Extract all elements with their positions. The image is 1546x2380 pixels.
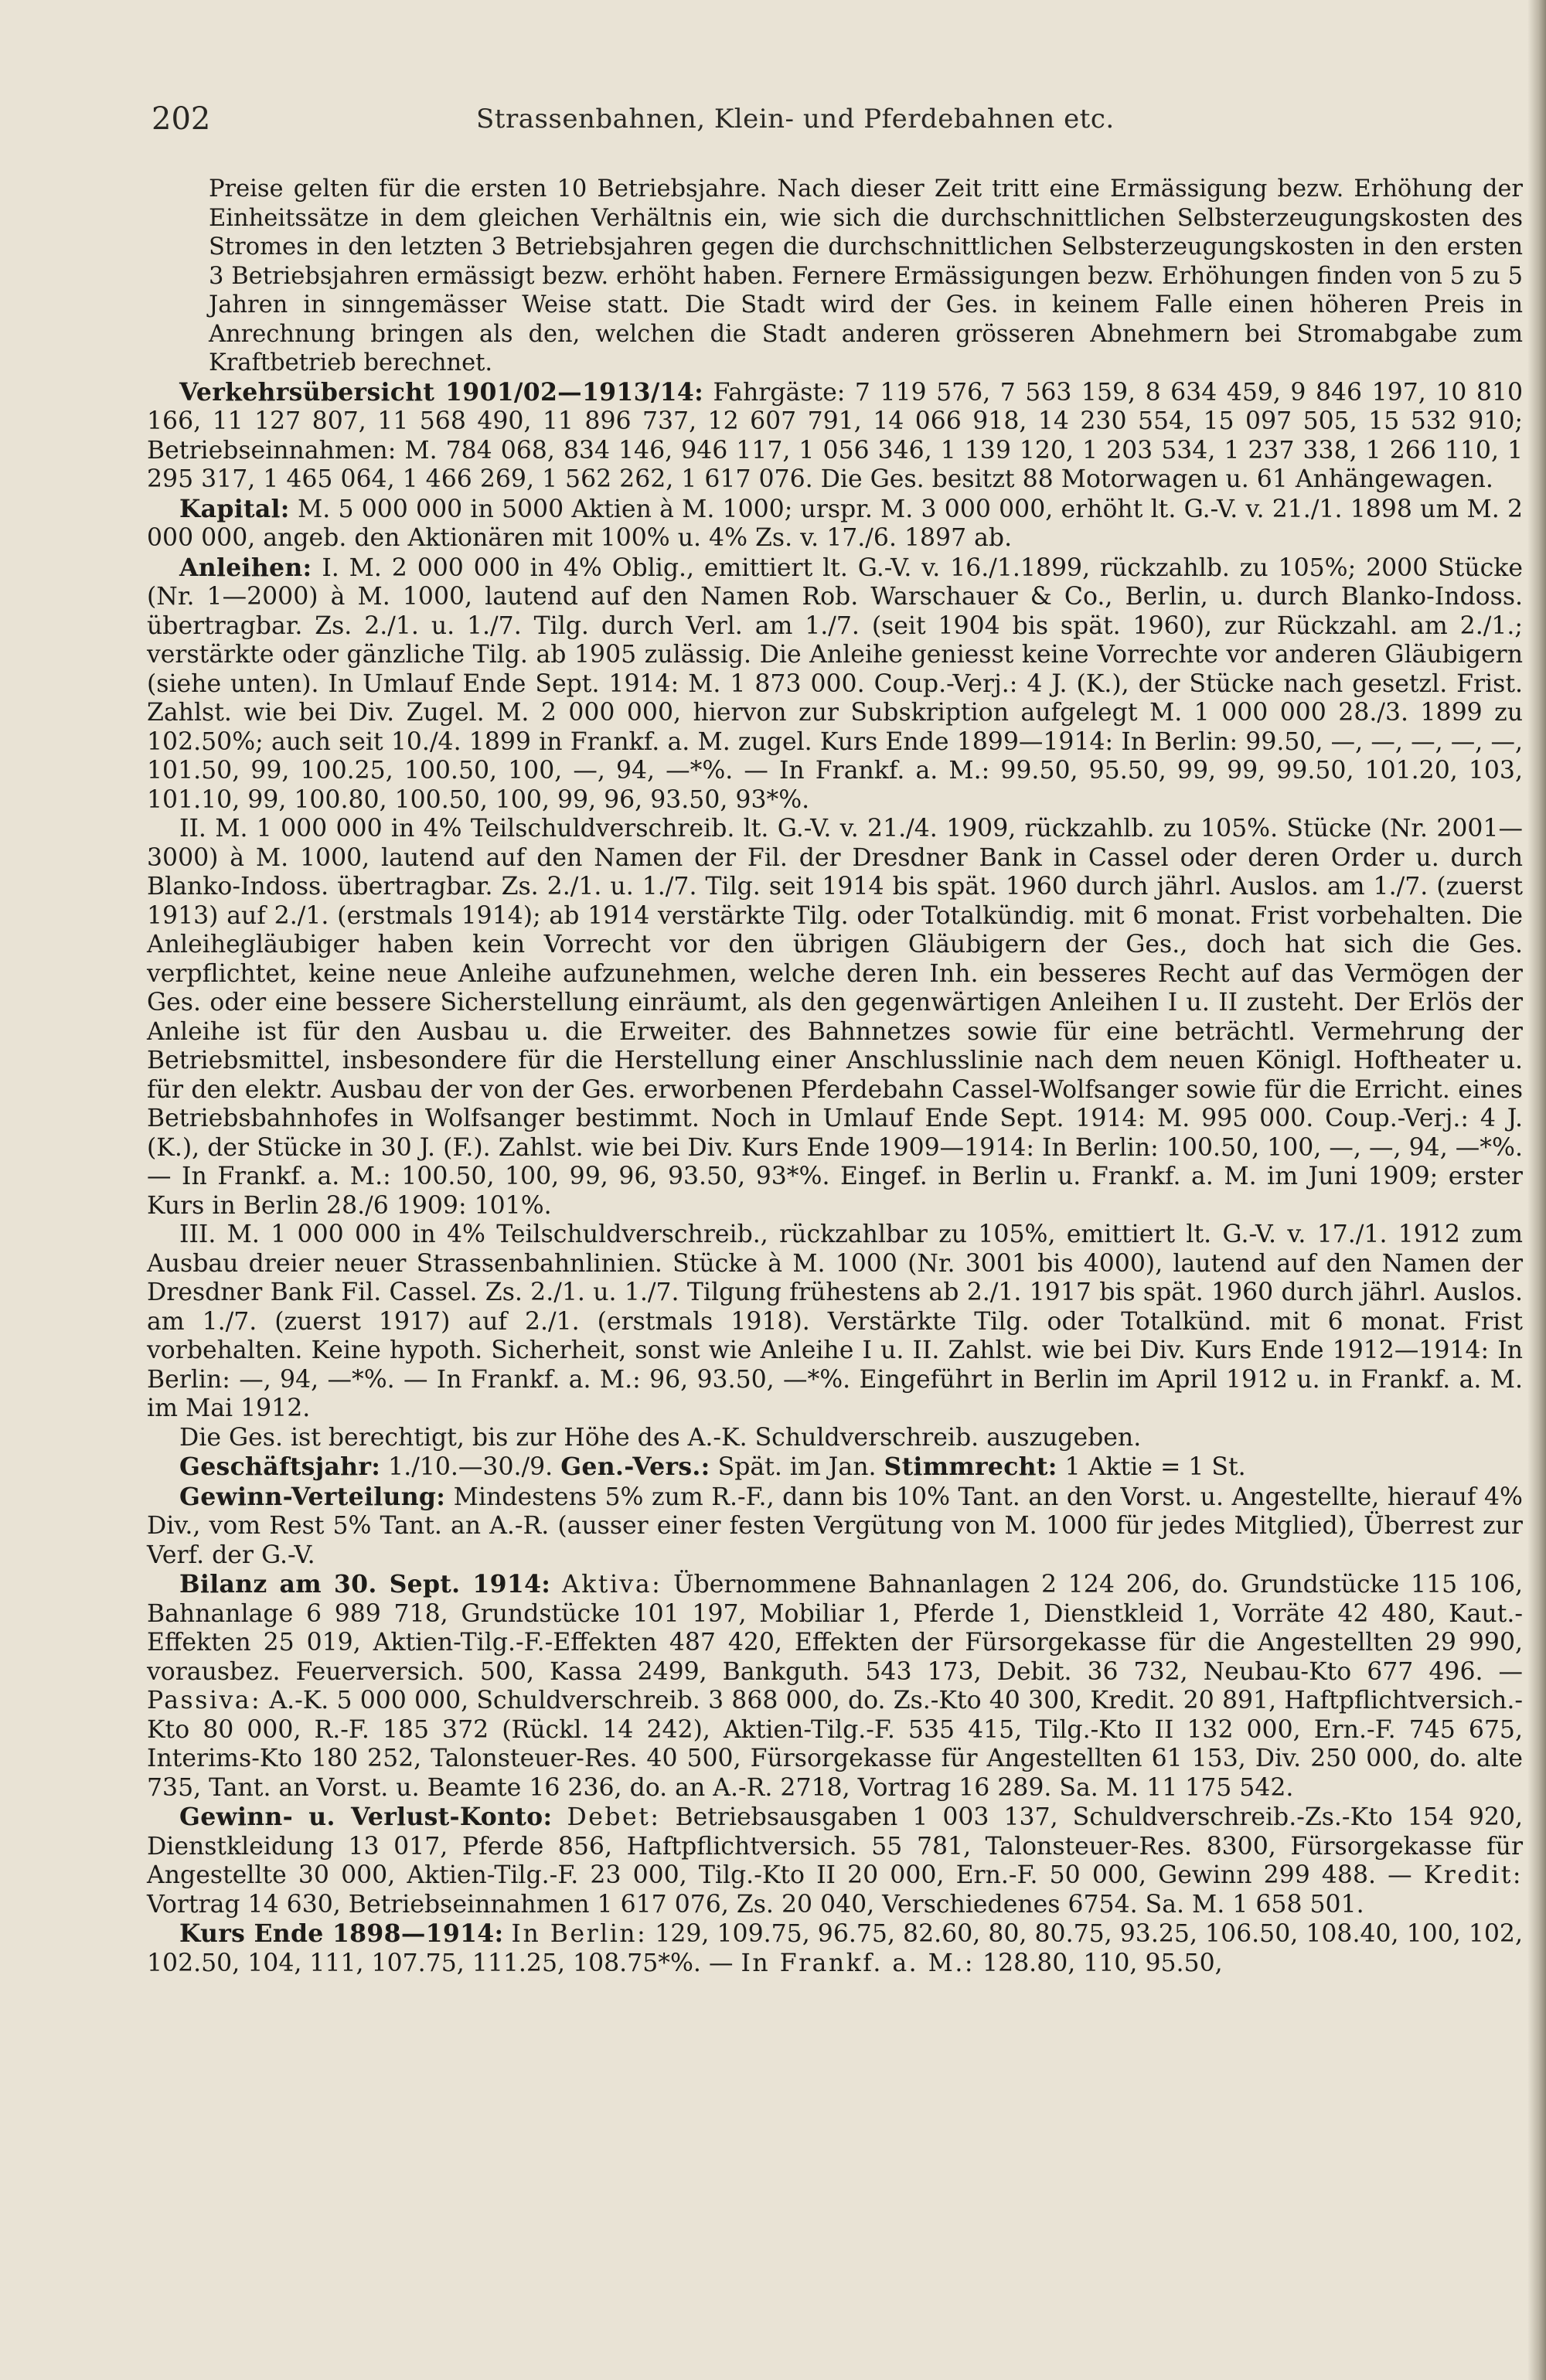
- bilanz-paragraph: [147, 1570, 1523, 1803]
- anleihe-ii-paragraph: II. M. 1 000 000 in 4% Teilschuldverschreib. lt. G.-V. v. 21./4. 1909, rückzahlb. zu 105%. Stücke (Nr. 2001—3000) à M. 1000, lautend auf den Namen der Fil. der Dresdner Bank in Cassel oder deren Order u. durch Blanko-Indoss. übertragbar. Zs. 2./1. u. 1./7. Tilg. seit 1914 bis spät. 1960 durch jährl. Auslos. am 1./7. (zuerst 1913) auf 2./1. (erstmals 1914); ab 1914 verstärkte Tilg. oder Totalkündig. mit 6 monat. Frist vorbehalten. Die Anleihegläubiger haben kein Vorrecht vor den übrigen Gläubigern der Ges., doch hat sich die Ges. verpflichtet, keine neue Anleihe aufzunehmen, welche deren Inh. ein besseres Recht auf das Vermögen der Ges. oder eine bessere Sicherstellung einräumt, als den gegenwärtigen Anleihen I u. II zusteht. Der Erlös der Anleihe ist für den Ausbau u. die Erweiter. des Bahnnetzes sowie für eine beträchtl. Vermehrung der Betriebsmittel, insbesondere für die Herstellung einer Anschlusslinie nach dem neuen Königl. Hoftheater u. für den elektr. Ausbau der von der Ges. erworbenen Pferdebahn Cassel-Wolfsanger sowie für die Erricht. eines Betriebsbahnhofes in Wolfsanger bestimmt. Noch in Umlauf Ende Sept. 1914: M. 995 000. Coup.-Verj.: 4 J. (K.), der Stücke in 30 J. (F.). Zahlst. wie bei Div. Kurs Ende 1909—1914: In Berlin: 100.50, 100, —, —, 94, —*%. — In Frankf. a. M.: 100.50, 100, 99, 96, 93.50, 93*%. Eingef. in Berlin u. Frankf. a. M. im Juni 1909; erster Kurs in Berlin 28./6 1909: 101%.: [147, 815, 1523, 1220]
- passiva-word: Passiva:: [147, 1687, 262, 1714]
- verkehrsuebersicht-paragraph: [147, 378, 1523, 495]
- stimmrecht-label: Stimmrecht:: [884, 1452, 1057, 1481]
- bilanz-label: Bilanz am 30. Sept. 1914:: [179, 1570, 551, 1599]
- page-number: 202: [152, 101, 211, 137]
- kurs-ende-label: Kurs Ende 1898—1914:: [179, 1919, 504, 1948]
- anleihen-text: I. M. 2 000 000 in 4% Oblig., emittiert lt. G.-V. v. 16./1.1899, rückzahlb. zu 105%; 2000 Stücke (Nr. 1—2000) à M. 1000, lautend auf den Namen Rob. Warschauer & Co., Berlin, u. durch Blanko-Indoss. übertragbar. Zs. 2./1. u. 1./7. Tilg. durch Verl. am 1./7. (seit 1904 bis spät. 1960), zur Rückzahl. am 2./1.; verstärkte oder gänzliche Tilg. ab 1905 zulässig. Die Anleihe geniesst keine Vorrechte vor anderen Gläubigern (siehe unten). In Umlauf Ende Sept. 1914: M. 1 873 000. Coup.-Verj.: 4 J. (K.), der Stücke nach gesetzl. Frist. Zahlst. wie bei Div. Zugel. M. 2 000 000, hiervon zur Subskription aufgelegt M. 1 000 000 28./3. 1899 zu 102.50%; auch seit 10./4. 1899 in Frankf. a. M. zugel. Kurs Ende 1899—1914: In Berlin: 99.50, —, —, —, —, —, 101.50, 99, 100.25, 100.50, 100, —, 94, —*%. — In Frankf. a. M.: 99.50, 95.50, 99, 99, 99.50, 101.20, 103, 101.10, 99, 100.80, 100.50, 100, 99, 96, 93.50, 93*%.: [147, 553, 1523, 814]
- passiva-text: A.-K. 5 000 000, Schuldverschreib. 3 868 000, do. Zs.-Kto 40 300, Kredit. 20 891, Haftpflichtversich.-Kto 80 000, R.-F. 185 372 (Rückl. 14 242), Aktien-Tilg.-F. 535 415, Tilg.-Kto II 132 000, Ern.-F. 745 675, Interims-Kto 180 252, Talonsteuer-Res. 40 500, Fürsorgekasse für Angestellten 61 153, Div. 250 000, do. alte 735, Tant. an Vorst. u. Beamte 16 236, do. an A.-R. 2718, Vortrag 16 289. Sa. M. 11 175 542.: [147, 1687, 1523, 1802]
- page-edge-shadow: [1527, 0, 1546, 2380]
- gen-vers-label: Gen.-Vers.:: [560, 1452, 710, 1481]
- kurs-berlin-word: In Berlin:: [511, 1920, 648, 1948]
- kapital-label: Kapital:: [179, 494, 290, 523]
- kredit-word: Kredit:: [1423, 1861, 1523, 1889]
- kapital-paragraph: [147, 495, 1523, 553]
- anleihen-paragraph: [147, 553, 1523, 815]
- kurs-frankf-text: 128.80, 110, 95.50,: [975, 1949, 1223, 1977]
- geschaeftsjahr-line: [147, 1452, 1523, 1483]
- gen-vers-text: Spät. im Jan.: [710, 1453, 884, 1481]
- preise-paragraph: Preise gelten für die ersten 10 Betriebsjahre. Nach dieser Zeit tritt eine Ermässigung bezw. Erhöhung der Einheitssätze in dem gleichen Verhältnis ein, wie sich die durchschnittlichen Selbsterzeugungskosten des Stromes in den letzten 3 Betriebsjahren gegen die durchschnittlichen Selbsterzeugungskosten in den ersten 3 Betriebsjahren ermässigt bezw. erhöht haben. Fernere Ermässigungen bezw. Erhöhungen finden von 5 zu 5 Jahren in sinngemässer Weise statt. Die Stadt wird der Ges. in keinem Falle einen höheren Preis in Anrechnung bringen als den, welchen die Stadt anderen grösseren Abnehmern bei Stromabgabe zum Kraftbetrieb berechnet.: [209, 175, 1523, 376]
- gewinn-verteilung-label: Gewinn-Verteilung:: [179, 1482, 446, 1511]
- kurs-berlin-text: 129, 109.75, 96.75, 82.60, 80, 80.75, 93.25, 106.50, 108.40, 100, 102, 102.50, 104, 111, 107.75, 111.25, 108.75*%. —: [147, 1920, 1523, 1977]
- verkehr-text: Fahrgäste: 7 119 576, 7 563 159, 8 634 459, 9 846 197, 10 810 166, 11 127 807, 11 568 490, 11 896 737, 12 607 791, 14 066 918, 14 230 554, 15 097 505, 15 532 910; Betriebseinnahmen: M. 784 068, 834 146, 946 117, 1 056 346, 1 139 120, 1 203 534, 1 237 338, 1 266 110, 1 295 317, 1 465 064, 1 466 269, 1 562 262, 1 617 076. Die Ges. besitzt 88 Motorwagen u. 61 Anhängewagen.: [147, 378, 1523, 493]
- kurs-ende-paragraph: [147, 1919, 1523, 1978]
- running-title: Strassenbahnen, Klein- und Pferdebahnen etc.: [476, 104, 1115, 134]
- kredit-text: Vortrag 14 630, Betriebseinnahmen 1 617 076, Zs. 20 040, Verschiedenes 6754. Sa. M. 1 658 501.: [147, 1890, 1364, 1919]
- anleihen-label: Anleihen:: [179, 553, 312, 582]
- gewinn-verteilung-text: Mindestens 5% zum R.-F., dann bis 10% Tant. an den Vorst. u. Angestellte, hierauf 4% Div., vom Rest 5% Tant. an A.-R. (ausser einer festen Vergütung von M. 1000 für jedes Mitglied), Überrest zur Verf. der G.-V.: [147, 1483, 1523, 1569]
- gewinn-verteilung-paragraph: [147, 1483, 1523, 1571]
- gewinn-verlust-label: Gewinn- u. Verlust-Konto:: [179, 1803, 553, 1831]
- stimmrecht-text: 1 Aktie = 1 St.: [1057, 1453, 1246, 1481]
- anleihe-iii-paragraph: III. M. 1 000 000 in 4% Teilschuldverschreib., rückzahlbar zu 105%, emittiert lt. G.-V. v. 17./1. 1912 zum Ausbau dreier neuer Strassenbahnlinien. Stücke à M. 1000 (Nr. 3001 bis 4000), lautend auf den Namen der Dresdner Bank Fil. Cassel. Zs. 2./1. u. 1./7. Tilgung frühestens ab 2./1. 1917 bis spät. 1960 durch jährl. Auslos. am 1./7. (zuerst 1917) auf 2./1. (erstmals 1918). Verstärkte Tilg. oder Totalkünd. mit 6 monat. Frist vorbehalten. Keine hypoth. Sicherheit, sonst wie Anleihe I u. II. Zahlst. wie bei Div. Kurs Ende 1912—1914: In Berlin: —, 94, —*%. — In Frankf. a. M.: 96, 93.50, —*%. Eingeführt in Berlin im April 1912 u. in Frankf. a. M. im Mai 1912.: [147, 1221, 1523, 1422]
- verkehr-label: Verkehrsübersicht 1901/02—1913/14:: [179, 377, 703, 407]
- debet-text: Betriebsausgaben 1 003 137, Schuldverschreib.-Zs.-Kto 154 920, Dienstkleidung 13 017, Pferde 856, Haftpflichtversich. 55 781, Talonsteuer-Res. 8300, Fürsorgekasse für Angestellte 30 000, Aktien-Tilg.-F. 23 000, Tilg.-Kto II 20 000, Ern.-F. 50 000, Gewinn 299 488. —: [147, 1803, 1524, 1889]
- kurs-frankf-word: In Frankf. a. M.:: [741, 1949, 976, 1977]
- ges-berechtigt-paragraph: Die Ges. ist berechtigt, bis zur Höhe des A.-K. Schuldverschreib. auszugeben.: [179, 1423, 1142, 1452]
- aktiva-text: Übernommene Bahnanlagen 2 124 206, do. Grundstücke 115 106, Bahnanlage 6 989 718, Grundstücke 101 197, Mobiliar 1, Pferde 1, Dienstkleid 1, Vorräte 42 480, Kaut.-Effekten 25 019, Aktien-Tilg.-F.-Effekten 487 420, Effekten der Fürsorgekasse für die Angestellten 29 990, vorausbez. Feuerversich. 500, Kassa 2499, Bankguth. 543 173, Debit. 36 732, Neubau-Kto 677 496. —: [147, 1571, 1524, 1686]
- page-header: [152, 96, 1512, 142]
- geschaeftsjahr-text: 1./10.—30./9.: [380, 1453, 561, 1481]
- gewinn-verlust-paragraph: [147, 1803, 1523, 1919]
- kapital-text: M. 5 000 000 in 5000 Aktien à M. 1000; urspr. M. 3 000 000, erhöht lt. G.-V. v. 21./1. 1898 um M. 2 000 000, angeb. den Aktionären mit 100% u. 4% Zs. v. 17./6. 1897 ab.: [147, 495, 1523, 552]
- debet-word: Debet:: [567, 1803, 661, 1831]
- geschaeftsjahr-label: Geschäftsjahr:: [179, 1452, 381, 1481]
- aktiva-word: Aktiva:: [561, 1571, 662, 1599]
- page-body: [147, 175, 1523, 1978]
